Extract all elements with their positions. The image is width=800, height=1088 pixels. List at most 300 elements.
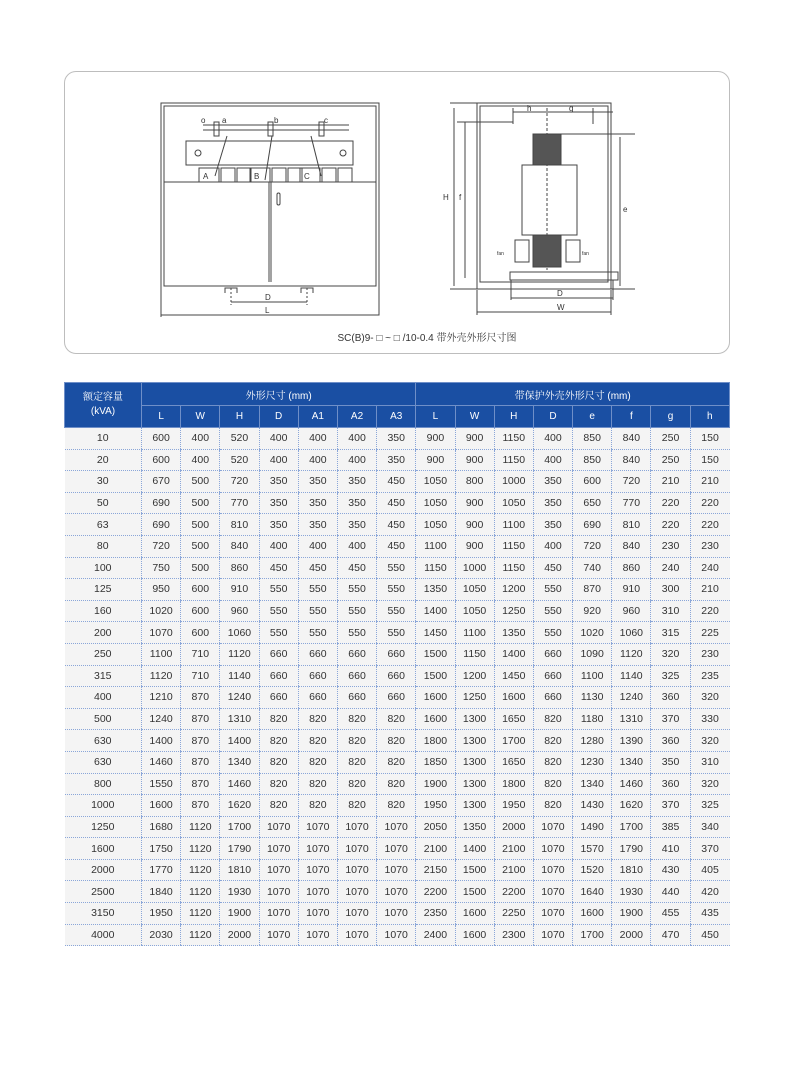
dimension-cell: 1070 xyxy=(142,622,181,644)
label-b: b xyxy=(274,116,279,125)
dimension-cell: 1100 xyxy=(573,665,612,687)
dimension-cell: 820 xyxy=(377,795,416,817)
dimension-cell: 350 xyxy=(298,471,337,493)
dimension-cell: 1120 xyxy=(220,643,259,665)
dimension-cell: 1800 xyxy=(416,730,455,752)
dimension-cell: 690 xyxy=(142,492,181,514)
dimension-cell: 1150 xyxy=(494,449,533,471)
table-row xyxy=(65,600,730,622)
dimension-cell: 150 xyxy=(690,449,729,471)
dimension-cell: 350 xyxy=(533,471,572,493)
dimension-cell: 820 xyxy=(377,730,416,752)
dimension-cell: 520 xyxy=(220,449,259,471)
capacity-cell: 160 xyxy=(65,600,142,622)
dimension-cell: 350 xyxy=(377,449,416,471)
dimension-cell: 1400 xyxy=(494,643,533,665)
dimension-cell: 1150 xyxy=(416,557,455,579)
dimension-cell: 1620 xyxy=(612,795,651,817)
column-header-outline-a2: A2 xyxy=(337,406,376,428)
dimension-cell: 900 xyxy=(455,449,494,471)
dimension-cell: 1070 xyxy=(337,924,376,946)
label-c: c xyxy=(324,116,328,125)
dimension-cell: 400 xyxy=(337,428,376,450)
dimension-cell: 550 xyxy=(533,622,572,644)
dimension-cell: 1130 xyxy=(573,687,612,709)
dimension-cell: 1070 xyxy=(533,816,572,838)
dimension-cell: 870 xyxy=(181,708,220,730)
capacity-cell: 2500 xyxy=(65,881,142,903)
dimension-cell: 325 xyxy=(651,665,690,687)
capacity-cell: 1000 xyxy=(65,795,142,817)
dimension-cell: 1460 xyxy=(220,773,259,795)
dimension-cell: 1070 xyxy=(377,924,416,946)
dimension-cell: 1750 xyxy=(142,838,181,860)
dimension-cell: 720 xyxy=(573,535,612,557)
dimension-cell: 820 xyxy=(298,795,337,817)
dimension-cell: 1810 xyxy=(220,859,259,881)
dimension-cell: 350 xyxy=(533,514,572,536)
dimension-cell: 1070 xyxy=(337,838,376,860)
column-header-enclosure-h: h xyxy=(690,406,729,428)
capacity-cell: 80 xyxy=(65,535,142,557)
dimension-cell: 1120 xyxy=(181,859,220,881)
dimension-cell: 650 xyxy=(573,492,612,514)
column-header-outline-d: D xyxy=(259,406,298,428)
dimension-cell: 500 xyxy=(181,514,220,536)
dimension-cell: 660 xyxy=(337,665,376,687)
dimension-cell: 1070 xyxy=(377,859,416,881)
dimension-cell: 400 xyxy=(259,428,298,450)
dimension-spec-table xyxy=(64,382,730,946)
capacity-cell: 200 xyxy=(65,622,142,644)
dimension-cell: 1120 xyxy=(181,838,220,860)
dimension-cell: 400 xyxy=(181,449,220,471)
dimension-cell: 1350 xyxy=(455,816,494,838)
dimension-cell: 350 xyxy=(337,492,376,514)
dimension-cell: 820 xyxy=(533,773,572,795)
dimension-cell: 300 xyxy=(651,579,690,601)
dimension-cell: 150 xyxy=(690,428,729,450)
dimension-cell: 410 xyxy=(651,838,690,860)
dimension-cell: 1070 xyxy=(259,838,298,860)
dimension-cell: 2150 xyxy=(416,859,455,881)
dimension-cell: 860 xyxy=(612,557,651,579)
dimension-cell: 450 xyxy=(533,557,572,579)
dimension-cell: 325 xyxy=(690,795,729,817)
dimension-cell: 600 xyxy=(573,471,612,493)
dimension-cell: 2200 xyxy=(416,881,455,903)
dimension-cell: 550 xyxy=(533,600,572,622)
dimension-cell: 1250 xyxy=(455,687,494,709)
dimension-cell: 320 xyxy=(690,773,729,795)
dimension-cell: 370 xyxy=(651,708,690,730)
dimension-cell: 1240 xyxy=(612,687,651,709)
dimension-cell: 1600 xyxy=(494,687,533,709)
dimension-cell: 220 xyxy=(690,492,729,514)
dimension-cell: 1070 xyxy=(377,881,416,903)
dimension-cell: 310 xyxy=(690,751,729,773)
dimension-cell: 1100 xyxy=(494,514,533,536)
dimension-cell: 1930 xyxy=(612,881,651,903)
dimension-cell: 720 xyxy=(220,471,259,493)
dimension-cell: 1490 xyxy=(573,816,612,838)
dimension-cell: 870 xyxy=(181,795,220,817)
dimension-cell: 1300 xyxy=(455,751,494,773)
dimension-cell: 400 xyxy=(259,535,298,557)
dimension-cell: 400 xyxy=(533,449,572,471)
dimension-cell: 1070 xyxy=(377,838,416,860)
dimension-cell: 1460 xyxy=(142,751,181,773)
dimension-cell: 840 xyxy=(220,535,259,557)
dimension-cell: 660 xyxy=(533,643,572,665)
dimension-cell: 1070 xyxy=(377,903,416,925)
dimension-cell: 1240 xyxy=(220,687,259,709)
dimension-cell: 1150 xyxy=(455,643,494,665)
dimension-cell: 860 xyxy=(220,557,259,579)
dimension-cell: 2050 xyxy=(416,816,455,838)
dimension-cell: 850 xyxy=(573,428,612,450)
dimension-cell: 350 xyxy=(298,514,337,536)
dimension-cell: 1390 xyxy=(612,730,651,752)
dimension-cell: 820 xyxy=(259,730,298,752)
dimension-cell: 1070 xyxy=(298,816,337,838)
dimension-cell: 370 xyxy=(651,795,690,817)
dimension-cell: 1600 xyxy=(416,708,455,730)
dimension-cell: 1930 xyxy=(220,881,259,903)
dimension-cell: 350 xyxy=(337,471,376,493)
dimension-cell: 1350 xyxy=(494,622,533,644)
dimension-cell: 1950 xyxy=(142,903,181,925)
dimension-cell: 350 xyxy=(259,492,298,514)
dimension-cell: 1050 xyxy=(455,579,494,601)
dimension-cell: 900 xyxy=(455,535,494,557)
dimension-cell: 240 xyxy=(651,557,690,579)
dimension-cell: 330 xyxy=(690,708,729,730)
dimension-cell: 690 xyxy=(573,514,612,536)
capacity-cell: 800 xyxy=(65,773,142,795)
dimension-cell: 870 xyxy=(181,751,220,773)
dimension-cell: 1500 xyxy=(455,859,494,881)
dimension-cell: 450 xyxy=(337,557,376,579)
dimension-cell: 960 xyxy=(220,600,259,622)
label-H: H xyxy=(443,193,449,202)
capacity-cell: 400 xyxy=(65,687,142,709)
dimension-cell: 1450 xyxy=(416,622,455,644)
dimension-cell: 550 xyxy=(298,579,337,601)
dimension-cell: 1520 xyxy=(573,859,612,881)
dimension-cell: 1500 xyxy=(455,881,494,903)
dimension-cell: 1070 xyxy=(337,816,376,838)
dimension-cell: 1400 xyxy=(220,730,259,752)
capacity-cell: 500 xyxy=(65,708,142,730)
dimension-cell: 820 xyxy=(533,730,572,752)
dimension-cell: 550 xyxy=(337,579,376,601)
dimension-cell: 670 xyxy=(142,471,181,493)
capacity-cell: 30 xyxy=(65,471,142,493)
dimension-cell: 1650 xyxy=(494,751,533,773)
dimension-cell: 920 xyxy=(573,600,612,622)
dimension-cell: 550 xyxy=(377,557,416,579)
dimension-cell: 770 xyxy=(220,492,259,514)
dimension-cell: 1070 xyxy=(259,859,298,881)
capacity-cell: 315 xyxy=(65,665,142,687)
capacity-cell: 1250 xyxy=(65,816,142,838)
dimension-cell: 600 xyxy=(181,622,220,644)
dimension-cell: 1140 xyxy=(612,665,651,687)
capacity-cell: 10 xyxy=(65,428,142,450)
dimension-cell: 1700 xyxy=(573,924,612,946)
dimension-cell: 500 xyxy=(181,471,220,493)
dimension-cell: 950 xyxy=(142,579,181,601)
dimension-cell: 1900 xyxy=(220,903,259,925)
table-row xyxy=(65,730,730,752)
dimension-cell: 1350 xyxy=(416,579,455,601)
dimension-cell: 1550 xyxy=(142,773,181,795)
figure-caption: SC(B)9- □ ~ □ /10-0.4 带外壳外形尺寸图 xyxy=(337,333,517,344)
dimension-cell: 1340 xyxy=(220,751,259,773)
dimension-cell: 820 xyxy=(259,751,298,773)
table-row xyxy=(65,643,730,665)
dimension-cell: 360 xyxy=(651,687,690,709)
dimension-cell: 1100 xyxy=(455,622,494,644)
dimension-cell: 450 xyxy=(377,535,416,557)
dimension-cell: 1210 xyxy=(142,687,181,709)
dimension-cell: 1600 xyxy=(416,687,455,709)
dimension-cell: 1070 xyxy=(533,838,572,860)
label-D-side: D xyxy=(557,289,563,298)
dimension-cell: 1070 xyxy=(533,903,572,925)
dimension-cell: 710 xyxy=(181,643,220,665)
dimension-cell: 1600 xyxy=(573,903,612,925)
dimension-cell: 1700 xyxy=(220,816,259,838)
enclosure-dimensions-header: 带保护外壳外形尺寸 (mm) xyxy=(416,383,730,406)
dimension-cell: 1050 xyxy=(416,492,455,514)
dimension-cell: 660 xyxy=(337,643,376,665)
dimension-cell: 1070 xyxy=(298,859,337,881)
column-header-enclosure-h: H xyxy=(494,406,533,428)
dimension-cell: 400 xyxy=(337,535,376,557)
dimension-cell: 1100 xyxy=(142,643,181,665)
dimension-cell: 820 xyxy=(259,773,298,795)
dimension-cell: 315 xyxy=(651,622,690,644)
table-row xyxy=(65,449,730,471)
dimension-cell: 1900 xyxy=(416,773,455,795)
column-header-enclosure-e: e xyxy=(573,406,612,428)
table-row xyxy=(65,665,730,687)
dimension-cell: 1120 xyxy=(181,881,220,903)
dimension-cell: 1300 xyxy=(455,730,494,752)
dimension-cell: 750 xyxy=(142,557,181,579)
table-row xyxy=(65,492,730,514)
dimension-cell: 820 xyxy=(298,708,337,730)
dimension-cell: 450 xyxy=(377,492,416,514)
dimension-cell: 1600 xyxy=(455,903,494,925)
dimension-cell: 2350 xyxy=(416,903,455,925)
dimension-cell: 400 xyxy=(181,428,220,450)
dimension-cell: 210 xyxy=(690,471,729,493)
dimension-cell: 1150 xyxy=(494,535,533,557)
dimension-cell: 1770 xyxy=(142,859,181,881)
dimension-cell: 600 xyxy=(142,428,181,450)
dimension-cell: 310 xyxy=(651,600,690,622)
column-header-outline-w: W xyxy=(181,406,220,428)
dimension-cell: 550 xyxy=(377,579,416,601)
dimension-cell: 820 xyxy=(377,751,416,773)
dimension-cell: 1790 xyxy=(220,838,259,860)
table-row xyxy=(65,838,730,860)
dimension-cell: 430 xyxy=(651,859,690,881)
dimension-cell: 810 xyxy=(612,514,651,536)
dimension-cell: 220 xyxy=(651,514,690,536)
capacity-cell: 50 xyxy=(65,492,142,514)
dimension-cell: 660 xyxy=(298,643,337,665)
dimension-cell: 1650 xyxy=(494,708,533,730)
dimension-cell: 1020 xyxy=(142,600,181,622)
dimension-cell: 1120 xyxy=(181,903,220,925)
dimension-cell: 2000 xyxy=(612,924,651,946)
dimension-cell: 900 xyxy=(416,428,455,450)
table-row xyxy=(65,514,730,536)
dimension-cell: 660 xyxy=(377,643,416,665)
label-fan-right: fan xyxy=(582,251,589,257)
dimension-cell: 1070 xyxy=(337,903,376,925)
dimension-cell: 1000 xyxy=(494,471,533,493)
capacity-cell: 20 xyxy=(65,449,142,471)
dimension-cell: 450 xyxy=(259,557,298,579)
dimension-cell: 220 xyxy=(651,492,690,514)
capacity-header-unit: (kVA) xyxy=(90,406,116,417)
dimension-cell: 470 xyxy=(651,924,690,946)
capacity-header xyxy=(65,383,142,428)
dimension-cell: 660 xyxy=(298,687,337,709)
dimension-cell: 770 xyxy=(612,492,651,514)
column-header-outline-a1: A1 xyxy=(298,406,337,428)
dimension-cell: 820 xyxy=(337,795,376,817)
dimension-cell: 1070 xyxy=(259,924,298,946)
table-row xyxy=(65,708,730,730)
dimension-cell: 820 xyxy=(533,795,572,817)
dimension-cell: 2400 xyxy=(416,924,455,946)
dimension-cell: 800 xyxy=(455,471,494,493)
dimension-cell: 820 xyxy=(337,773,376,795)
dimension-cell: 1070 xyxy=(259,903,298,925)
dimension-cell: 1340 xyxy=(612,751,651,773)
label-a: a xyxy=(222,116,227,125)
dimension-cell: 870 xyxy=(181,773,220,795)
dimension-cell: 1200 xyxy=(455,665,494,687)
dimension-cell: 1120 xyxy=(181,924,220,946)
dimension-cell: 900 xyxy=(455,492,494,514)
table-row xyxy=(65,751,730,773)
table-row xyxy=(65,903,730,925)
table-row xyxy=(65,795,730,817)
dimension-cell: 230 xyxy=(690,643,729,665)
dimension-cell: 1640 xyxy=(573,881,612,903)
dimension-cell: 220 xyxy=(690,600,729,622)
dimension-cell: 225 xyxy=(690,622,729,644)
dimension-cell: 450 xyxy=(298,557,337,579)
dimension-cell: 600 xyxy=(181,600,220,622)
dimension-cell: 1500 xyxy=(416,643,455,665)
dimension-cell: 710 xyxy=(181,665,220,687)
dimension-cell: 1020 xyxy=(573,622,612,644)
dimension-cell: 400 xyxy=(533,535,572,557)
dimension-cell: 840 xyxy=(612,535,651,557)
table-row xyxy=(65,816,730,838)
dimension-cell: 350 xyxy=(337,514,376,536)
dimension-cell: 660 xyxy=(259,643,298,665)
table-row xyxy=(65,471,730,493)
dimension-cell: 1120 xyxy=(612,643,651,665)
dimension-cell: 210 xyxy=(690,579,729,601)
dimension-cell: 1310 xyxy=(220,708,259,730)
dimension-cell: 1600 xyxy=(142,795,181,817)
dimension-cell: 400 xyxy=(259,449,298,471)
dimension-cell: 900 xyxy=(416,449,455,471)
column-header-enclosure-g: g xyxy=(651,406,690,428)
dimension-cell: 1180 xyxy=(573,708,612,730)
dimension-cell: 1450 xyxy=(494,665,533,687)
dimension-cell: 455 xyxy=(651,903,690,925)
dimension-cell: 900 xyxy=(455,514,494,536)
dimension-cell: 1120 xyxy=(142,665,181,687)
dimension-cell: 550 xyxy=(259,600,298,622)
table-row xyxy=(65,881,730,903)
dimension-cell: 850 xyxy=(573,449,612,471)
label-g: g xyxy=(569,104,574,113)
capacity-cell: 3150 xyxy=(65,903,142,925)
front-view-drawing xyxy=(159,100,389,320)
dimension-cell: 840 xyxy=(612,428,651,450)
capacity-cell: 125 xyxy=(65,579,142,601)
table-row xyxy=(65,579,730,601)
dimension-cell: 400 xyxy=(298,428,337,450)
dimension-cell: 405 xyxy=(690,859,729,881)
dimension-cell: 2300 xyxy=(494,924,533,946)
dimension-cell: 435 xyxy=(690,903,729,925)
dimension-cell: 820 xyxy=(259,708,298,730)
dimension-cell: 1230 xyxy=(573,751,612,773)
label-o: o xyxy=(201,116,206,125)
dimension-cell: 550 xyxy=(377,622,416,644)
dimension-cell: 210 xyxy=(651,471,690,493)
dimension-cell: 1070 xyxy=(259,816,298,838)
dimension-cell: 1120 xyxy=(181,816,220,838)
dimension-cell: 1810 xyxy=(612,859,651,881)
dimension-cell: 550 xyxy=(337,622,376,644)
dimension-cell: 350 xyxy=(259,514,298,536)
dimension-cell: 2200 xyxy=(494,881,533,903)
capacity-cell: 250 xyxy=(65,643,142,665)
dimension-cell: 1950 xyxy=(416,795,455,817)
label-W: W xyxy=(557,303,565,312)
label-e: e xyxy=(623,205,628,214)
dimension-cell: 1050 xyxy=(416,514,455,536)
dimension-cell: 400 xyxy=(337,449,376,471)
dimension-cell: 550 xyxy=(259,622,298,644)
dimension-cell: 240 xyxy=(690,557,729,579)
dimension-cell: 1070 xyxy=(533,881,572,903)
dimension-cell: 1100 xyxy=(416,535,455,557)
dimension-cell: 360 xyxy=(651,773,690,795)
dimension-cell: 1070 xyxy=(298,838,337,860)
dimension-cell: 1090 xyxy=(573,643,612,665)
dimension-cell: 2100 xyxy=(494,859,533,881)
table-row xyxy=(65,557,730,579)
dimension-cell: 1500 xyxy=(416,665,455,687)
dimension-cell: 1800 xyxy=(494,773,533,795)
dimension-cell: 1070 xyxy=(298,903,337,925)
